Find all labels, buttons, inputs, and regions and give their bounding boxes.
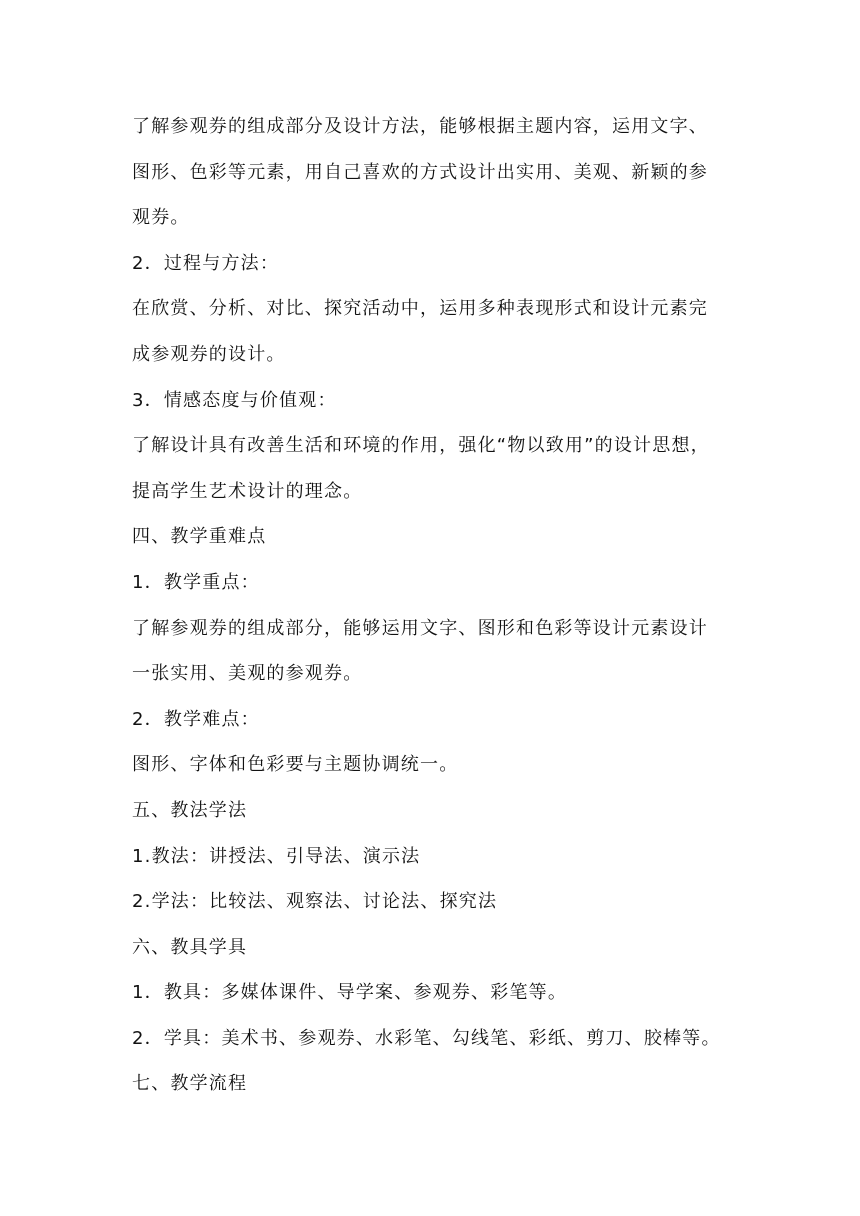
paragraph-line: 观券。 (132, 207, 190, 229)
list-item-teaching-methods: 1.教法：讲授法、引导法、演示法 (132, 845, 421, 867)
paragraph-line: 图形、字体和色彩要与主题协调统一。 (132, 754, 459, 776)
paragraph-line: 了解参观券的组成部分，能够运用文字、图形和色彩等设计元素设计 (132, 617, 708, 639)
subheading-key-points: 1．教学重点： (132, 571, 260, 593)
subheading-emotion-values: 3．情感态度与价值观： (132, 389, 337, 411)
paragraph-line: 在欣赏、分析、对比、探究活动中，运用多种表现形式和设计元素完 (132, 298, 708, 320)
list-item-learning-methods: 2.学法：比较法、观察法、讨论法、探究法 (132, 891, 498, 913)
document-body (132, 104, 732, 1107)
list-item-learning-tools: 2．学具：美术书、参观券、水彩笔、勾线笔、彩纸、剪刀、胶棒等。 (132, 1027, 721, 1049)
list-item-teaching-tools: 1．教具：多媒体课件、导学案、参观券、彩笔等。 (132, 982, 568, 1004)
paragraph-line: 了解参观券的组成部分及设计方法，能够根据主题内容，运用文字、 (132, 116, 708, 137)
paragraph-line: 成参观券的设计。 (132, 343, 286, 365)
section-heading-tools: 六、教具学具 (132, 936, 248, 958)
section-heading-methods: 五、教法学法 (132, 799, 248, 821)
paragraph-line: 了解设计具有改善生活和环境的作用，强化“物以致用”的设计思想， (132, 435, 710, 457)
subheading-process-method: 2．过程与方法： (132, 252, 280, 274)
paragraph-line: 图形、色彩等元素，用自己喜欢的方式设计出实用、美观、新颖的参 (132, 161, 708, 183)
section-heading-process: 七、教学流程 (132, 1073, 248, 1095)
section-heading-key-difficult-points: 四、教学重难点 (132, 526, 267, 548)
paragraph-line: 一张实用、美观的参观券。 (132, 663, 363, 685)
paragraph-line: 提高学生艺术设计的理念。 (132, 480, 363, 502)
subheading-difficult-points: 2．教学难点： (132, 708, 260, 730)
